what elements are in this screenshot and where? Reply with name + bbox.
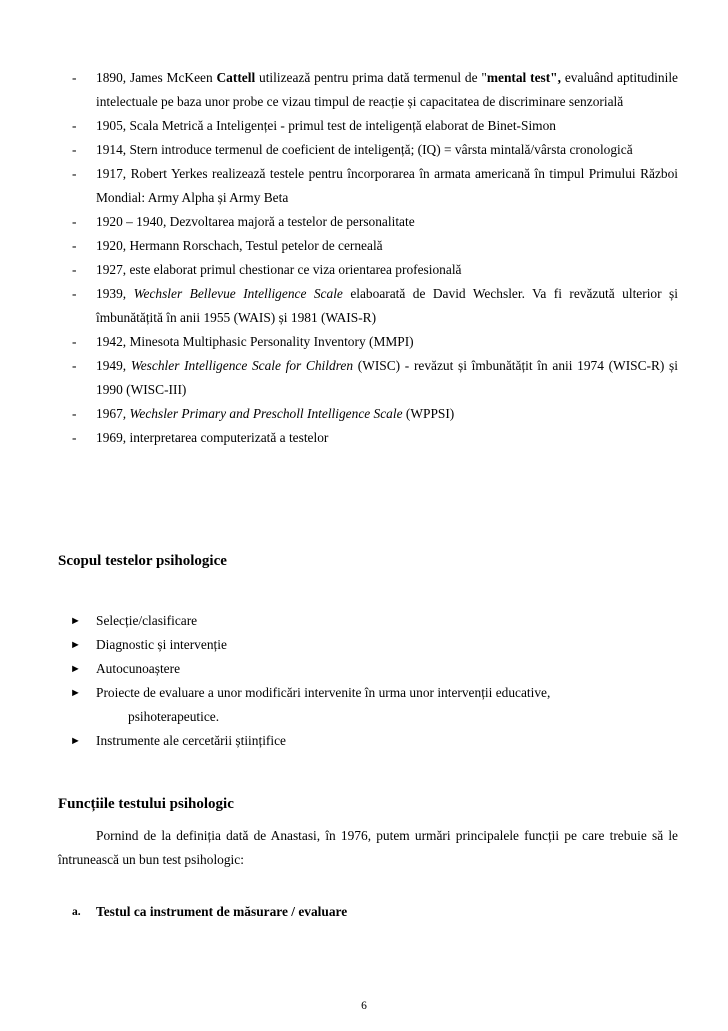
section-heading-functiile: Funcțiile testului psihologic [58,796,234,812]
dash-marker: - [72,118,77,133]
dash-marker: - [72,262,77,277]
arrow-bullet-icon: ► [70,663,81,675]
list-item: ► Diagnostic și intervenție [58,633,678,657]
dash-marker: - [72,166,77,181]
timeline-item: - 1969, interpretarea computerizată a testelor [58,426,678,450]
dash-marker: - [72,238,77,253]
timeline-item: - 1914, Stern introduce termenul de coeficient de inteligență; (IQ) = vârsta mintală/vârsta cronologică [58,138,678,162]
arrow-bullet-icon: ► [70,735,81,747]
history-timeline [58,66,678,450]
list-item-continuation: psihoterapeutice. [128,709,220,724]
dash-marker: - [72,286,77,301]
purposes-list [58,609,678,753]
arrow-bullet-icon: ► [70,615,81,627]
dash-marker: - [72,334,77,349]
timeline-item: - 1890, James McKeen Cattell utilizează pentru prima dată termenul de "mental test", evaluând aptitudinile intelectuale pe baza unor probe ce vizau timpul de reacție și capacitatea de discriminare senzorială [58,66,678,114]
list-item: ► Autocunoaștere [58,657,678,681]
alpha-item-text: Testul ca instrument de măsurare / evaluare [96,904,348,919]
alpha-list-item [58,900,678,924]
timeline-item: - 1939, Wechsler Bellevue Intelligence Scale elaboarată de David Wechsler. Va fi revăzută ulterior și îmbunătățită în anii 1955 (WAIS) și 1981 (WAIS-R) [58,282,678,330]
timeline-item: - 1920, Hermann Rorschach, Testul petelor de cerneală [58,234,678,258]
alpha-marker: a. [72,906,81,918]
section-heading-scopul: Scopul testelor psihologice [58,553,227,569]
dash-marker: - [72,358,77,373]
timeline-item: - 1905, Scala Metrică a Inteligenței - primul test de inteligență elaborat de Binet-Simon [58,114,678,138]
timeline-item: - 1927, este elaborat primul chestionar ce viza orientarea profesională [58,258,678,282]
timeline-item: - 1967, Wechsler Primary and Prescholl Intelligence Scale (WPPSI) [58,402,678,426]
dash-marker: - [72,406,77,421]
timeline-item: - 1942, Minesota Multiphasic Personality Inventory (MMPI) [58,330,678,354]
dash-marker: - [72,70,77,85]
page-number: 6 [361,1000,367,1012]
dash-marker: - [72,214,77,229]
arrow-bullet-icon: ► [70,639,81,651]
list-item: ► Selecție/clasificare [58,609,678,633]
timeline-item: - 1917, Robert Yerkes realizează testele pentru încorporarea în armata americană în timpul Primului Război Mondial: Army Alpha și Army Beta [58,162,678,210]
list-item: ► Instrumente ale cercetării științifice [58,729,678,753]
arrow-bullet-icon: ► [70,687,81,699]
timeline-item: - 1920 – 1940, Dezvoltarea majoră a testelor de personalitate [58,210,678,234]
dash-marker: - [72,430,77,445]
list-item: ► Proiecte de evaluare a unor modificări intervenite în urma unor intervenții educative, psihoterapeutice. [58,681,678,729]
intro-paragraph: Pornind de la definiția dată de Anastasi, în 1976, putem urmări principalele funcții pe care trebuie să le întrunească un bun test psihologic: [58,828,678,867]
timeline-item: - 1949, Weschler Intelligence Scale for Children (WISC) - revăzut și îmbunătățit în anii 1974 (WISC-R) și 1990 (WISC-III) [58,354,678,402]
dash-marker: - [72,142,77,157]
